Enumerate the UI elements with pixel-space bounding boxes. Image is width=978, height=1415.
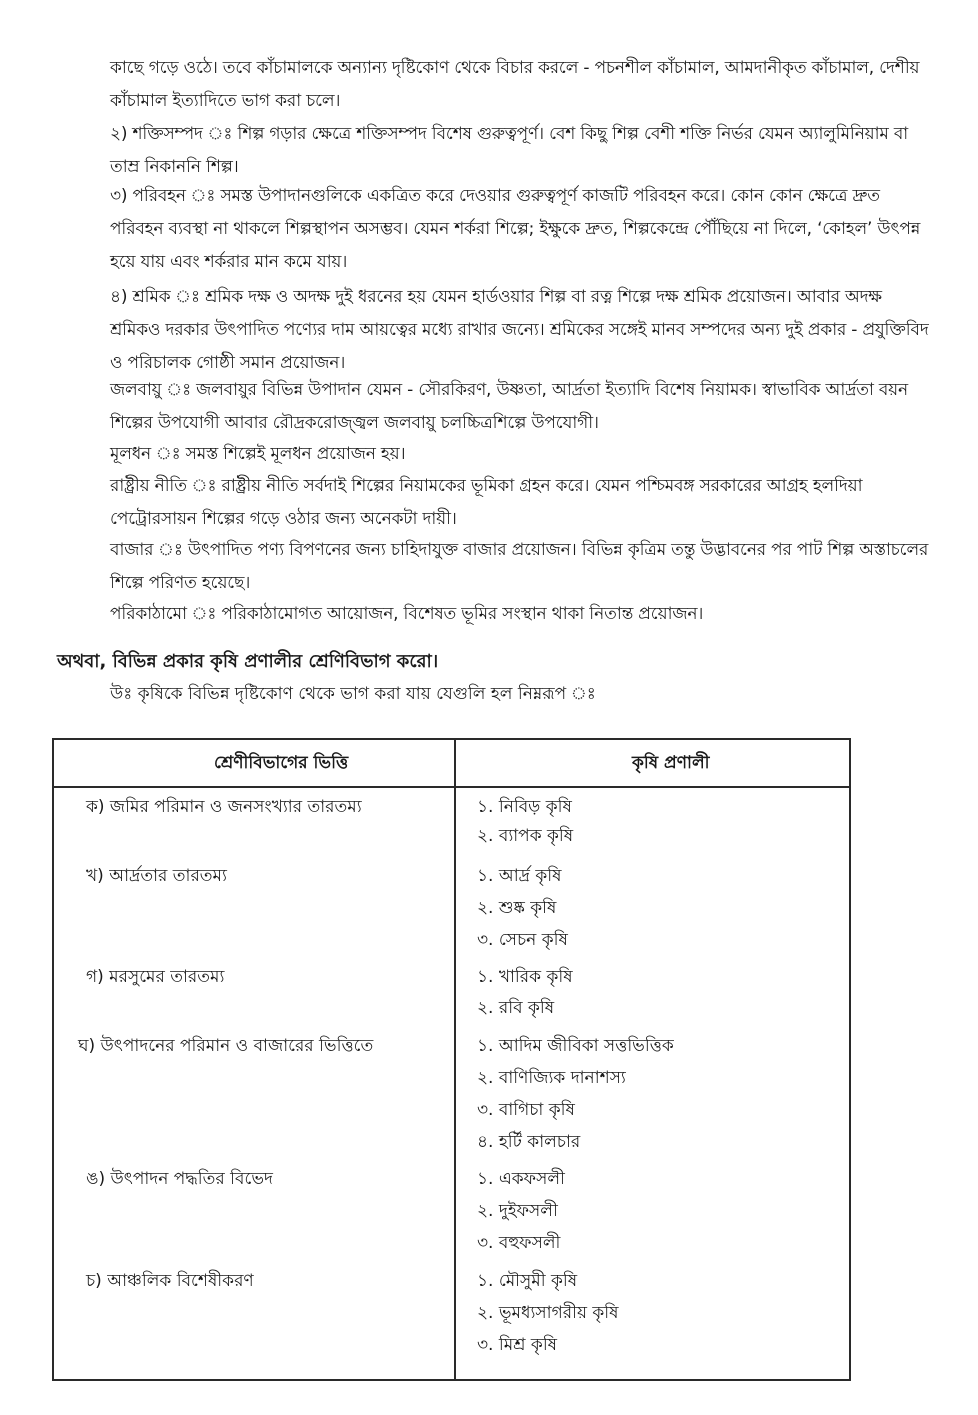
table-row-system: ৩. বহুফসলী (477, 1233, 561, 1253)
table-row-system: ১. খারিক কৃষি (477, 967, 573, 987)
answer-intro: উঃ কৃষিকে বিভিন্ন দৃষ্টিকোণ থেকে ভাগ করা যায় যেগুলি হল নিম্নরূপ ঃ (110, 684, 596, 704)
table-row-system: ১. আদিম জীবিকা সত্তভিত্তিক (477, 1036, 674, 1056)
table-row-system: ২. রবি কৃষি (477, 998, 555, 1018)
table-row-system: ১. নিবিড় কৃষি (477, 797, 572, 817)
table-row-basis: ক) জমির পরিমান ও জনসংখ্যার তারতম্য (86, 797, 362, 817)
header-divider (54, 786, 849, 788)
table-row-system: ১. একফসলী (477, 1169, 565, 1189)
paragraph-transport: ৩) পরিবহন ঃ সমস্ত উপাদানগুলিকে একত্রিত করে দেওয়ার গুরুত্বপূর্ণ কাজটি পরিবহন করে। কোন কোন ক্ষেত্রে দ্রুত পরিবহন ব্যবস্থা না থাকলে শিল্পস্থাপন অসম্ভব। যেমন শর্করা শিল্পে; ইক্ষুকে দ্রুত, শিল্পকেন্দ্রে পৌঁছিয়ে না দিলে, ‘কোহল’ উৎপন্ন হয়ে যায় এবং শর্করার মান কমে যায়। (110, 186, 921, 272)
table-row-system: ২. বাণিজ্যিক দানাশস্য (477, 1068, 626, 1088)
column-header-system: কৃষি প্রণালী (632, 753, 710, 773)
table-row-system: ১. আর্দ্র কৃষি (477, 866, 562, 886)
question-heading: অথবা, বিভিন্ন প্রকার কৃষি প্রণালীর শ্রেণিবিভাগ করো। (57, 651, 439, 672)
table-row-system: ২. দুইফসলী (477, 1201, 558, 1221)
classification-table (52, 738, 851, 1381)
table-row-basis: খ) আর্দ্রতার তারতম্য (86, 866, 227, 886)
paragraph-climate: জলবায়ু ঃ জলবায়ুর বিভিন্ন উপাদান যেমন - সৌরকিরণ, উষ্ণতা, আর্দ্রতা ইত্যাদি বিশেষ নিয়ামক। স্বাভাবিক আর্দ্রতা বয়ন শিল্পের উপযোগী আবার রৌদ্রকরোজ্জ্বল জলবায়ু চলচ্চিত্রশিল্পে উপযোগী। (110, 380, 908, 433)
table-row-system: ৩. সেচন কৃষি (477, 930, 568, 950)
table-row-system: ৪. হর্টি কালচার (477, 1132, 581, 1152)
table-row-system: ২. শুষ্ক কৃষি (477, 898, 557, 918)
column-header-basis: শ্রেণীবিভাগের ভিত্তি (214, 753, 349, 773)
table-row-basis: ঘ) উৎপাদনের পরিমান ও বাজারের ভিত্তিতে (78, 1036, 374, 1056)
table-row-system: ২. ভূমধ্যসাগরীয় কৃষি (477, 1303, 619, 1323)
paragraph-state-policy: রাষ্ট্রীয় নীতি ঃ রাষ্ট্রীয় নীতি সর্বদাই শিল্পের নিয়ামকের ভূমিকা গ্রহন করে। যেমন পশ্চিমবঙ্গ সরকারের আগ্রহ হলদিয়া পেট্রোরসায়ন শিল্পের গড়ে ওঠার জন্য অনেকটা দায়ী। (110, 476, 863, 529)
table-row-system: ৩. মিশ্র কৃষি (477, 1335, 558, 1355)
paragraph-capital: মূলধন ঃ সমস্ত শিল্পেই মূলধন প্রয়োজন হয়। (110, 444, 406, 464)
paragraph-energy: ২) শক্তিসম্পদ ঃ শিল্প গড়ার ক্ষেত্রে শক্তিসম্পদ বিশেষ গুরুত্বপূর্ণ। বেশ কিছু শিল্প বেশী শক্তি নির্ভর যেমন অ্যালুমিনিয়াম বা তাম্র নিকাননি শিল্প। (110, 124, 909, 177)
paragraph-infrastructure: পরিকাঠামো ঃ পরিকাঠামোগত আয়োজন, বিশেষত ভূমির সংস্থান থাকা নিতান্ত প্রয়োজন। (110, 604, 704, 624)
column-divider (454, 740, 456, 1379)
table-row-system: ৩. বাগিচা কৃষি (477, 1100, 575, 1120)
table-row-basis: ঙ) উৎপাদন পদ্ধতির বিভেদ (86, 1169, 273, 1189)
paragraph-raw-materials: কাছে গড়ে ওঠে। তবে কাঁচামালকে অন্যান্য দৃষ্টিকোণ থেকে বিচার করলে - পচনশীল কাঁচামাল, আমদানীকৃত কাঁচামাল, দেশীয় কাঁচামাল ইত্যাদিতে ভাগ করা চলে। (110, 58, 920, 111)
table-row-basis: চ) আঞ্চলিক বিশেষীকরণ (86, 1271, 254, 1291)
paragraph-market: বাজার ঃ উৎপাদিত পণ্য বিপণনের জন্য চাহিদাযুক্ত বাজার প্রয়োজন। বিভিন্ন কৃত্রিম তন্তু উদ্ভাবনের পর পাট শিল্প অস্তাচলের শিল্পে পরিণত হয়েছে। (110, 540, 929, 593)
table-row-system: ১. মৌসুমী কৃষি (477, 1271, 578, 1291)
table-row-basis: গ) মরসুমের তারতম্য (86, 967, 225, 987)
paragraph-labour: ৪) শ্রমিক ঃ শ্রমিক দক্ষ ও অদক্ষ দুই ধরনের হয় যেমন হার্ডওয়ার শিল্প বা রত্ন শিল্পে দক্ষ শ্রমিক প্রয়োজন। আবার অদক্ষ শ্রমিকও দরকার উৎপাদিত পণ্যের দাম আয়ত্বের মধ্যে রাখার জন্যে। শ্রমিকের সঙ্গেই মানব সম্পদের অন্য দুই প্রকার - প্রযুক্তিবিদ ও পরিচালক গোষ্ঠী সমান প্রয়োজন। (110, 287, 929, 373)
table-row-system: ২. ব্যাপক কৃষি (477, 826, 574, 846)
